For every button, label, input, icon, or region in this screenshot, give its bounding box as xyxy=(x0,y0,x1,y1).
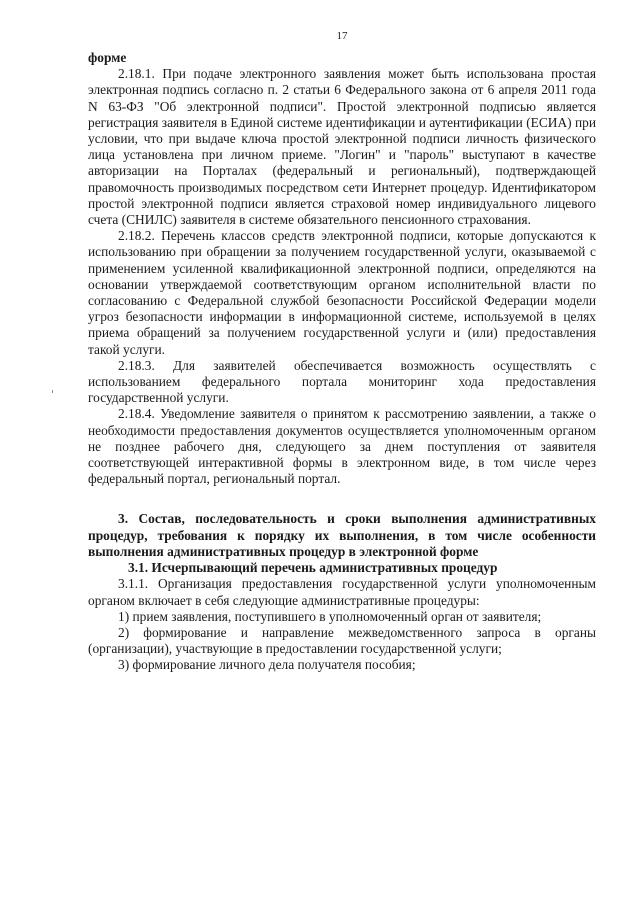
paragraph-3-1-1: 3.1.1. Организация предоставления государственной услуги уполномоченным органом включает в себя следующие административные процедуры: xyxy=(88,576,596,608)
paragraph-2-18-3: 2.18.3. Для заявителей обеспечивается возможность осуществлять с использованием федерального портала мониторинг хода предоставления государственной услуги. xyxy=(88,357,596,406)
paragraph-2-18-4: 2.18.4. Уведомление заявителя о принятом к рассмотрению заявлении, а также о необходимости предоставления документов осуществляется уполномоченным органом не позднее рабочего дня, следующего за днем поступления от заявителя соответствующей интерактивной формы в электронном виде, в том числе через федеральный портал, региональный портал. xyxy=(88,406,596,487)
scan-mark xyxy=(52,390,53,393)
paragraph-2-18-1: 2.18.1. При подаче электронного заявления может быть использована простая электронная подпись согласно п. 2 статьи 6 Федерального закона от 6 апреля 2011 года N 63-ФЗ "Об электронной подписи". Простой электронной подписью является регистрация заявителя в Единой системе идентификации и аутентификации (ЕСИА) при условии, что при выдаче ключа простой электронной подписи личность физического лица установлена при личном приеме. "Логин" и "пароль" выступают в качестве авторизации на Порталах (федеральный и региональный), подтверждающей правомочность производимых посредством сети Интернет процедур. Идентификатором простой электронной подписи является страховой номер индивидуального лицевого счета (СНИЛС) заявителя в системе обязательного пенсионного страхования. xyxy=(88,66,596,228)
document-page xyxy=(88,30,596,674)
continued-heading-word: форме xyxy=(88,50,127,65)
section-3-1-subheading: 3.1. Исчерпывающий перечень административных процедур xyxy=(128,560,498,576)
procedure-item-1: 1) прием заявления, поступившего в уполномоченный орган от заявителя; xyxy=(118,608,542,624)
section-3-heading: 3. Состав, последовательность и сроки выполнения административных процедур, требования к порядку их выполнения, в том числе особенности выполнения административных процедур в электронной форме xyxy=(88,511,596,559)
procedure-item-2: 2) формирование и направление межведомственного запроса в органы (организации), участвующие в предоставлении государственной услуги; xyxy=(88,624,596,657)
page-number: 17 xyxy=(336,30,348,42)
paragraph-2-18-2: 2.18.2. Перечень классов средств электронной подписи, которые допускаются к использованию при обращении за получением государственной услуги, оказываемой с применением усиленной квалификационной электронной подписи, определяются на основании утверждаемой соответствующим органом исполнительной власти по согласованию с Федеральной службой безопасности Российской Федерации модели угроз безопасности информации в информационной системе, используемой в целях приема обращений за получением государственной услуги и (или) предоставления такой услуги. xyxy=(88,228,596,357)
section-gap xyxy=(88,487,596,511)
procedure-item-3: 3) формирование личного дела получателя пособия; xyxy=(118,657,416,673)
